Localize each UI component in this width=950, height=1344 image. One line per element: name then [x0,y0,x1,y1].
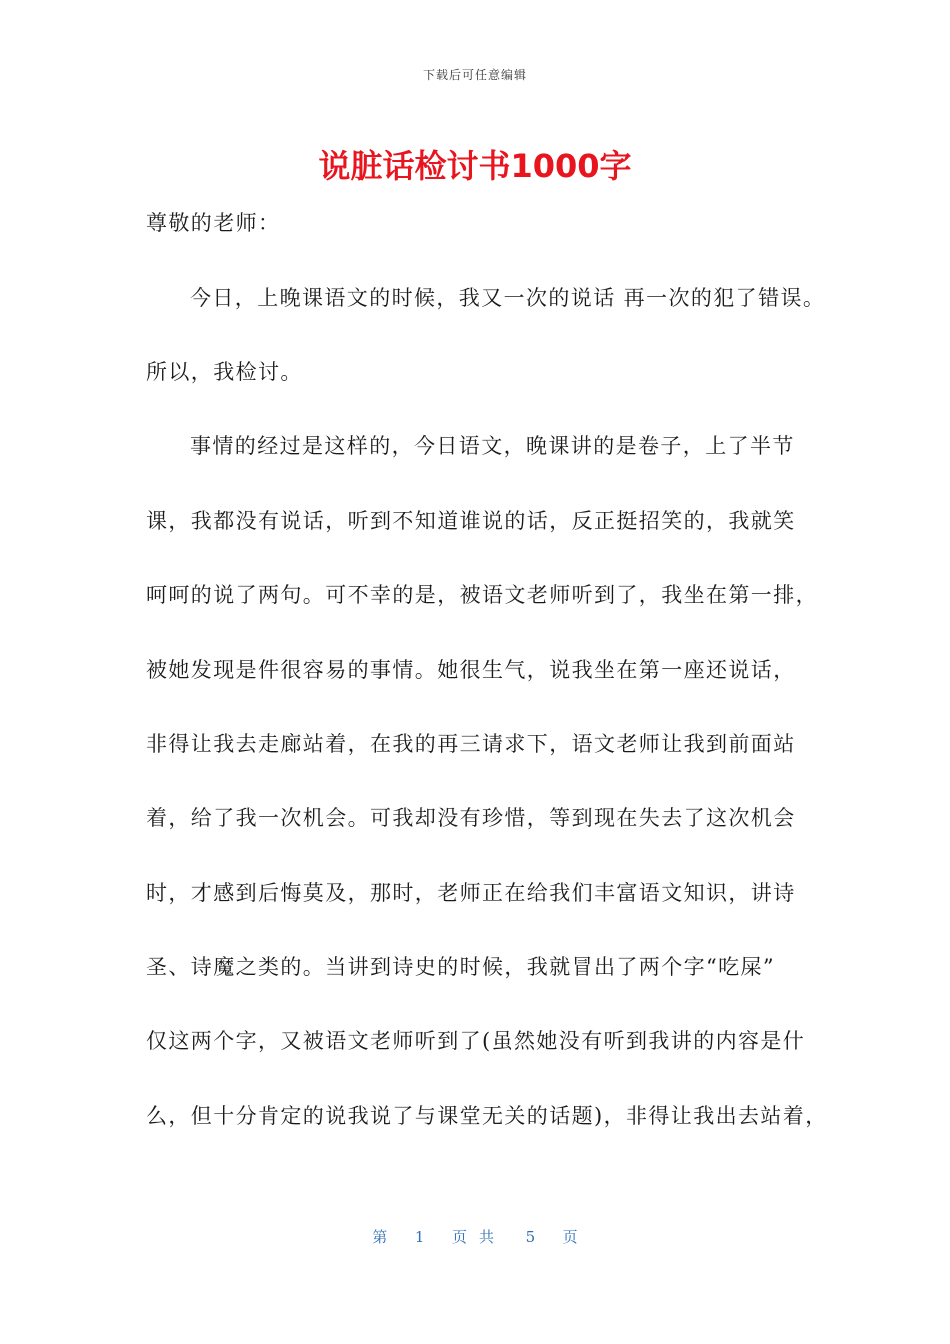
header-note: 下载后可任意编辑 [422,68,527,82]
page-label-prefix: 第 [372,1228,388,1246]
paragraph-line: 时，才感到后悔莫及，那时，老师正在给我们丰富语文知识，讲诗 [146,881,796,905]
page-label-suffix: 页 [562,1228,578,1246]
page-footer [0,1226,950,1247]
paragraph-line: 非得让我去走廊站着，在我的再三请求下，语文老师让我到前面站 [146,732,796,756]
total-pages: 5 [525,1228,536,1246]
document-title: 说脏话检讨书1000字 [318,147,632,185]
page-label-mid: 页共 [451,1228,506,1246]
paragraph-line: 今日，上晚课语文的时候，我又一次的说话 再一次的犯了错误。 [190,286,826,310]
paragraph-line: 事情的经过是这样的，今日语文，晚课讲的是卷子，上了半节 [190,434,795,458]
paragraph-line: 着，给了我一次机会。可我却没有珍惜，等到现在失去了这次机会 [146,806,796,830]
paragraph-line: 被她发现是件很容易的事情。她很生气，说我坐在第一座还说话， [146,658,796,682]
paragraph-line: 所以，我检讨。 [146,360,303,384]
page-number: 1 [414,1228,425,1246]
paragraph-line: 课，我都没有说话，听到不知道谁说的话，反正挺招笑的，我就笑 [146,509,796,533]
salutation: 尊敬的老师： [146,211,281,235]
paragraph-line: 圣、诗魔之类的。当讲到诗史的时候，我就冒出了两个字“吃屎” [146,955,776,979]
paragraph-line: 么，但十分肯定的说我说了与课堂无关的话题)，非得让我出去站着， [146,1104,828,1128]
paragraph-line: 呵呵的说了两句。可不幸的是，被语文老师听到了，我坐在第一排， [146,583,818,607]
paragraph-line: 仅这两个字，又被语文老师听到了(虽然她没有听到我讲的内容是什 [146,1029,806,1053]
